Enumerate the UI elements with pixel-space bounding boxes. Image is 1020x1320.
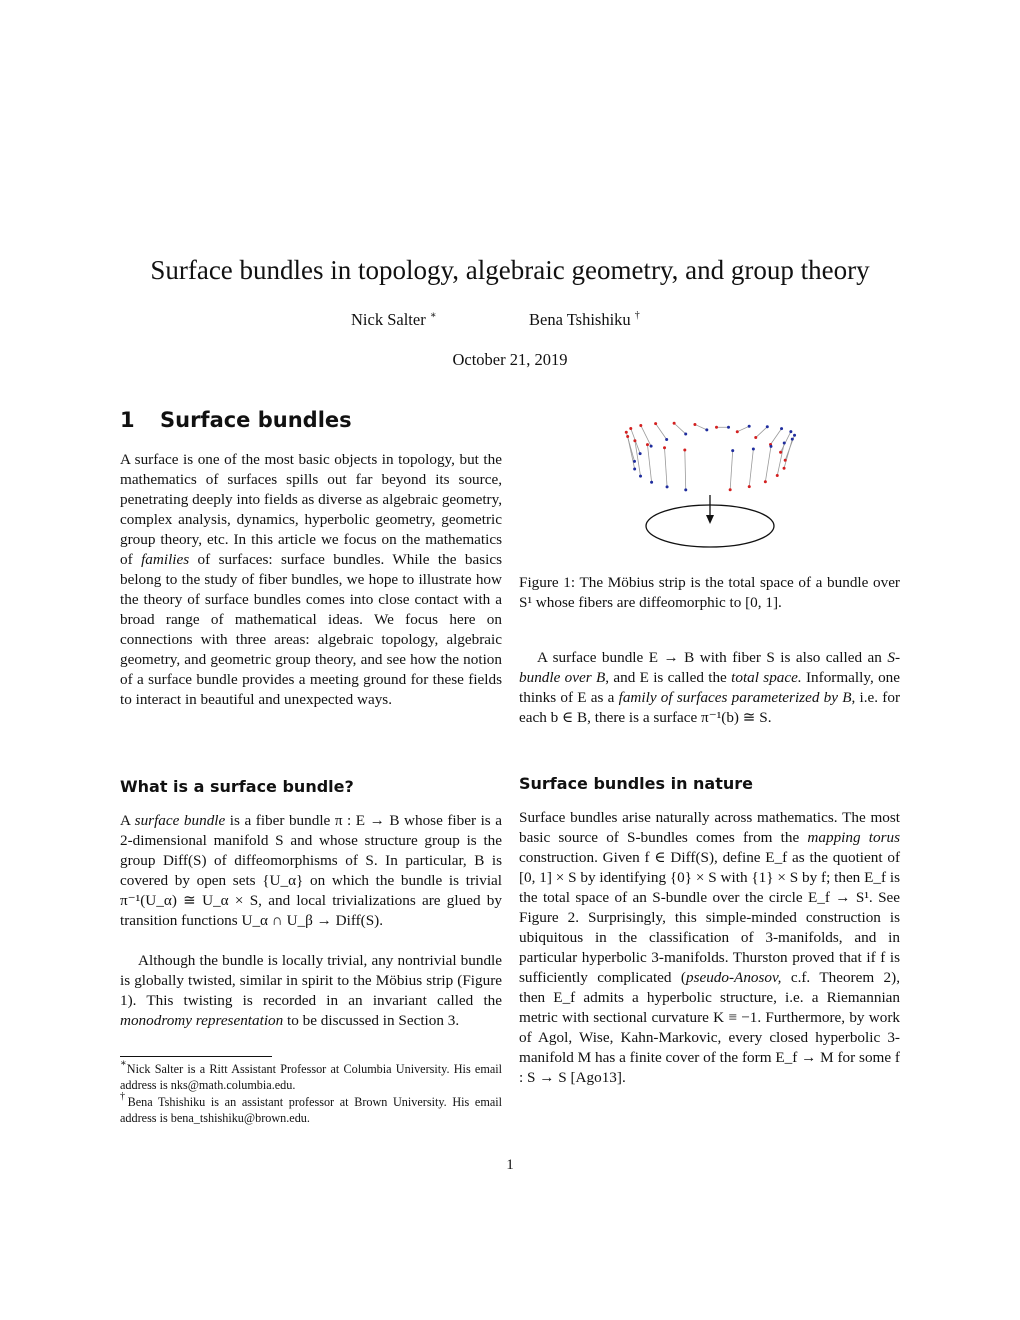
- what-is-text-1: A: [120, 812, 135, 829]
- mobius-point: [683, 448, 686, 451]
- author-2-name: Bena Tshishiku: [529, 310, 631, 329]
- what-is-heading: What is a surface bundle?: [120, 777, 354, 796]
- nature-heading: Surface bundles in nature: [519, 774, 753, 793]
- mobius-fiber-line: [695, 424, 707, 429]
- mobius-fiber-line: [730, 451, 733, 490]
- footnote-rule: [120, 1056, 272, 1057]
- rintro-text-1: A surface bundle E → B with fiber S is also called an: [537, 649, 888, 666]
- mobius-point: [729, 488, 732, 491]
- paper-title: Surface bundles in topology, algebraic geometry, and group theory: [150, 255, 870, 285]
- mobius-point: [650, 445, 653, 448]
- mobius-fiber-line: [737, 426, 749, 431]
- mobius-point: [736, 430, 739, 433]
- footnote-2: [120, 1091, 502, 1126]
- what-is-text-3: Although the bundle is locally trivial, any nontrivial bundle is globally twisted, similar in spirit to the Möbius strip (Figure 1). This twisting is recorded in an invariant called the: [120, 952, 502, 1009]
- what-is-paragraph-1: [120, 811, 502, 931]
- rintro-text-4: , i.e. for each b ∈ B, there is a surface π⁻¹(b) ≅ S.: [519, 689, 901, 726]
- mobius-fiber-line: [656, 424, 667, 440]
- author-1-name: Nick Salter: [351, 310, 426, 329]
- footnote-1-text: Nick Salter is a Ritt Assistant Professor at Columbia University. His email address is nks@math.columbia.edu.: [120, 1062, 502, 1092]
- mobius-points: [625, 422, 796, 492]
- section-1-number: 1: [120, 408, 135, 432]
- mobius-point: [779, 451, 782, 454]
- rintro-emphasis-s-bundle: S-bundle over B: [519, 649, 900, 686]
- mobius-fiber-line: [674, 423, 686, 434]
- mobius-point: [780, 427, 783, 430]
- mobius-point: [748, 485, 751, 488]
- mobius-point: [793, 434, 796, 437]
- nature-paragraph: [519, 808, 900, 1088]
- mobius-point: [639, 475, 642, 478]
- mobius-point: [791, 438, 794, 441]
- mobius-point: [752, 448, 755, 451]
- mobius-point: [783, 467, 786, 470]
- section-1-title: Surface bundles: [160, 408, 352, 432]
- nature-text-1: Surface bundles arise naturally across mathematics. The most basic source of S-bundles comes from the: [519, 809, 900, 846]
- rintro-emphasis-total-space: total space.: [731, 669, 802, 686]
- footnote-2-text: Bena Tshishiku is an assistant professor at Brown University. His email address is bena_tshishiku@brown.edu.: [120, 1095, 502, 1125]
- mobius-point: [776, 474, 779, 477]
- mobius-strip-figure: [615, 405, 805, 555]
- mobius-point: [666, 485, 669, 488]
- mobius-point: [665, 438, 668, 441]
- mobius-fiber-line: [749, 449, 753, 487]
- mobius-fiber-line: [777, 443, 784, 476]
- what-is-text-2: is a fiber bundle π : E → B whose fiber is a 2-dimensional manifold S and whose structure group is the group Diff(S) of diffeomorphisms of S. In particular, B is covered by open sets {U_α} on which the bundle is trivial π⁻¹(U_α) ≅ U_α × S, and local trivializations are glued by transition functions U_α ∩ U_β → Diff(S).: [120, 812, 502, 929]
- mobius-point: [748, 425, 751, 428]
- footnote-1-mark: ∗: [120, 1058, 127, 1069]
- mobius-point: [715, 426, 718, 429]
- mobius-point: [684, 432, 687, 435]
- mobius-fiber-line: [771, 429, 782, 445]
- mobius-point: [654, 422, 657, 425]
- mobius-fiber-line: [647, 445, 651, 483]
- mobius-point: [673, 422, 676, 425]
- what-is-paragraph-2: [120, 951, 502, 1031]
- intro-paragraph: [120, 450, 502, 710]
- mobius-point: [789, 430, 792, 433]
- mobius-fiber-line: [756, 427, 768, 438]
- nature-emphasis-mapping-torus: mapping torus: [807, 829, 900, 846]
- mobius-point: [646, 443, 649, 446]
- what-is-emphasis-monodromy: monodromy representation: [120, 1012, 284, 1029]
- what-is-emphasis: surface bundle: [134, 812, 226, 829]
- section-1-heading: [120, 406, 352, 434]
- mobius-point: [633, 439, 636, 442]
- mobius-point: [693, 423, 696, 426]
- rintro-text-2: , and E is called the: [605, 669, 732, 686]
- mobius-point: [769, 445, 772, 448]
- what-is-text-4: to be discussed in Section 3.: [283, 1012, 460, 1029]
- mobius-fiber-line: [665, 448, 668, 487]
- rintro-emphasis-family: family of surfaces parameterized by B: [618, 689, 852, 706]
- mobius-point: [650, 481, 653, 484]
- mobius-point: [783, 442, 786, 445]
- mobius-point: [663, 446, 666, 449]
- nature-text-2: construction. Given f ∈ Diff(S), define E_f as the quotient of [0, 1] × S by identifying {0} × S with {1} × S by f; then E_f is the total space of an S-bundle over the circle E_f → S¹. See Figure 2. Surprisingly, this simple-minded construction is ubiquitous in the classification of 3-manifolds, and in particular hyperbolic 3-manifolds. Thurston proved that if f is sufficiently complicated (: [519, 849, 900, 986]
- mobius-point: [754, 436, 757, 439]
- rintro-text-3: Informally, one thinks of E as a: [519, 669, 900, 706]
- publication-date: October 21, 2019: [452, 350, 568, 369]
- mobius-point: [784, 459, 787, 462]
- mobius-point: [639, 424, 642, 427]
- intro-emphasis-families: families: [141, 551, 190, 568]
- author-2: [529, 309, 640, 331]
- mobius-point: [764, 480, 767, 483]
- mobius-fiber-line: [685, 450, 686, 490]
- mobius-point: [684, 488, 687, 491]
- mobius-fiber-lines: [626, 423, 794, 490]
- mobius-point: [639, 452, 642, 455]
- mobius-point: [633, 468, 636, 471]
- bundle-definition-paragraph: [519, 648, 900, 728]
- page-number: 1: [506, 1157, 514, 1173]
- intro-text-2: of surfaces: surface bundles. While the basics belong to the study of fiber bundles, we hope to illustrate how the theory of surface bundles comes into close contact with a broad range of mathematical ideas. We focus here on connections with three areas: algebraic topology, algebraic geometry, and geometric group theory, and see how the notion of a surface bundle provides a meeting ground for these fields to interact in beautiful and unexpected ways.: [120, 551, 502, 708]
- author-1: [351, 309, 437, 331]
- nature-emphasis-pseudo-anosov: pseudo-Anosov,: [685, 969, 782, 986]
- mobius-point: [705, 428, 708, 431]
- footnote-2-mark: †: [120, 1091, 128, 1102]
- mobius-point: [625, 431, 628, 434]
- nature-text-3: c.f. Theorem 2), then E_f admits a hyperbolic structure, i.e. a Riemannian metric with sectional curvature K ≡ −1. Furthermore, by work of Agol, Wise, Kahn-Markovic, every closed hyperbolic 3-manifold M has a finite cover of the form E_f → M for some f : S → S [Ago13].: [519, 969, 901, 1086]
- mobius-point: [727, 426, 730, 429]
- author-1-footnote-mark: ∗: [429, 310, 437, 321]
- intro-text-1: A surface is one of the most basic objects in topology, but the mathematics of surfaces spills out far beyond its source, penetrating deeply into fields as diverse as algebraic geometry, complex analysis, dynamics, hyperbolic geometry, geometric group theory, etc. In this article we focus on the mathematics of: [120, 451, 502, 568]
- projection-arrow-head: [706, 515, 714, 524]
- mobius-point: [629, 427, 632, 430]
- footnote-1: [120, 1058, 502, 1093]
- mobius-point: [626, 435, 629, 438]
- author-2-footnote-mark: †: [634, 310, 640, 321]
- figure-1-caption: Figure 1: The Möbius strip is the total space of a bundle over S¹ whose fibers are diffeomorphic to [0, 1].: [519, 574, 900, 611]
- mobius-fiber-line: [641, 425, 651, 446]
- mobius-point: [766, 425, 769, 428]
- mobius-fiber-line: [765, 446, 771, 481]
- mobius-point: [731, 449, 734, 452]
- mobius-point: [633, 460, 636, 463]
